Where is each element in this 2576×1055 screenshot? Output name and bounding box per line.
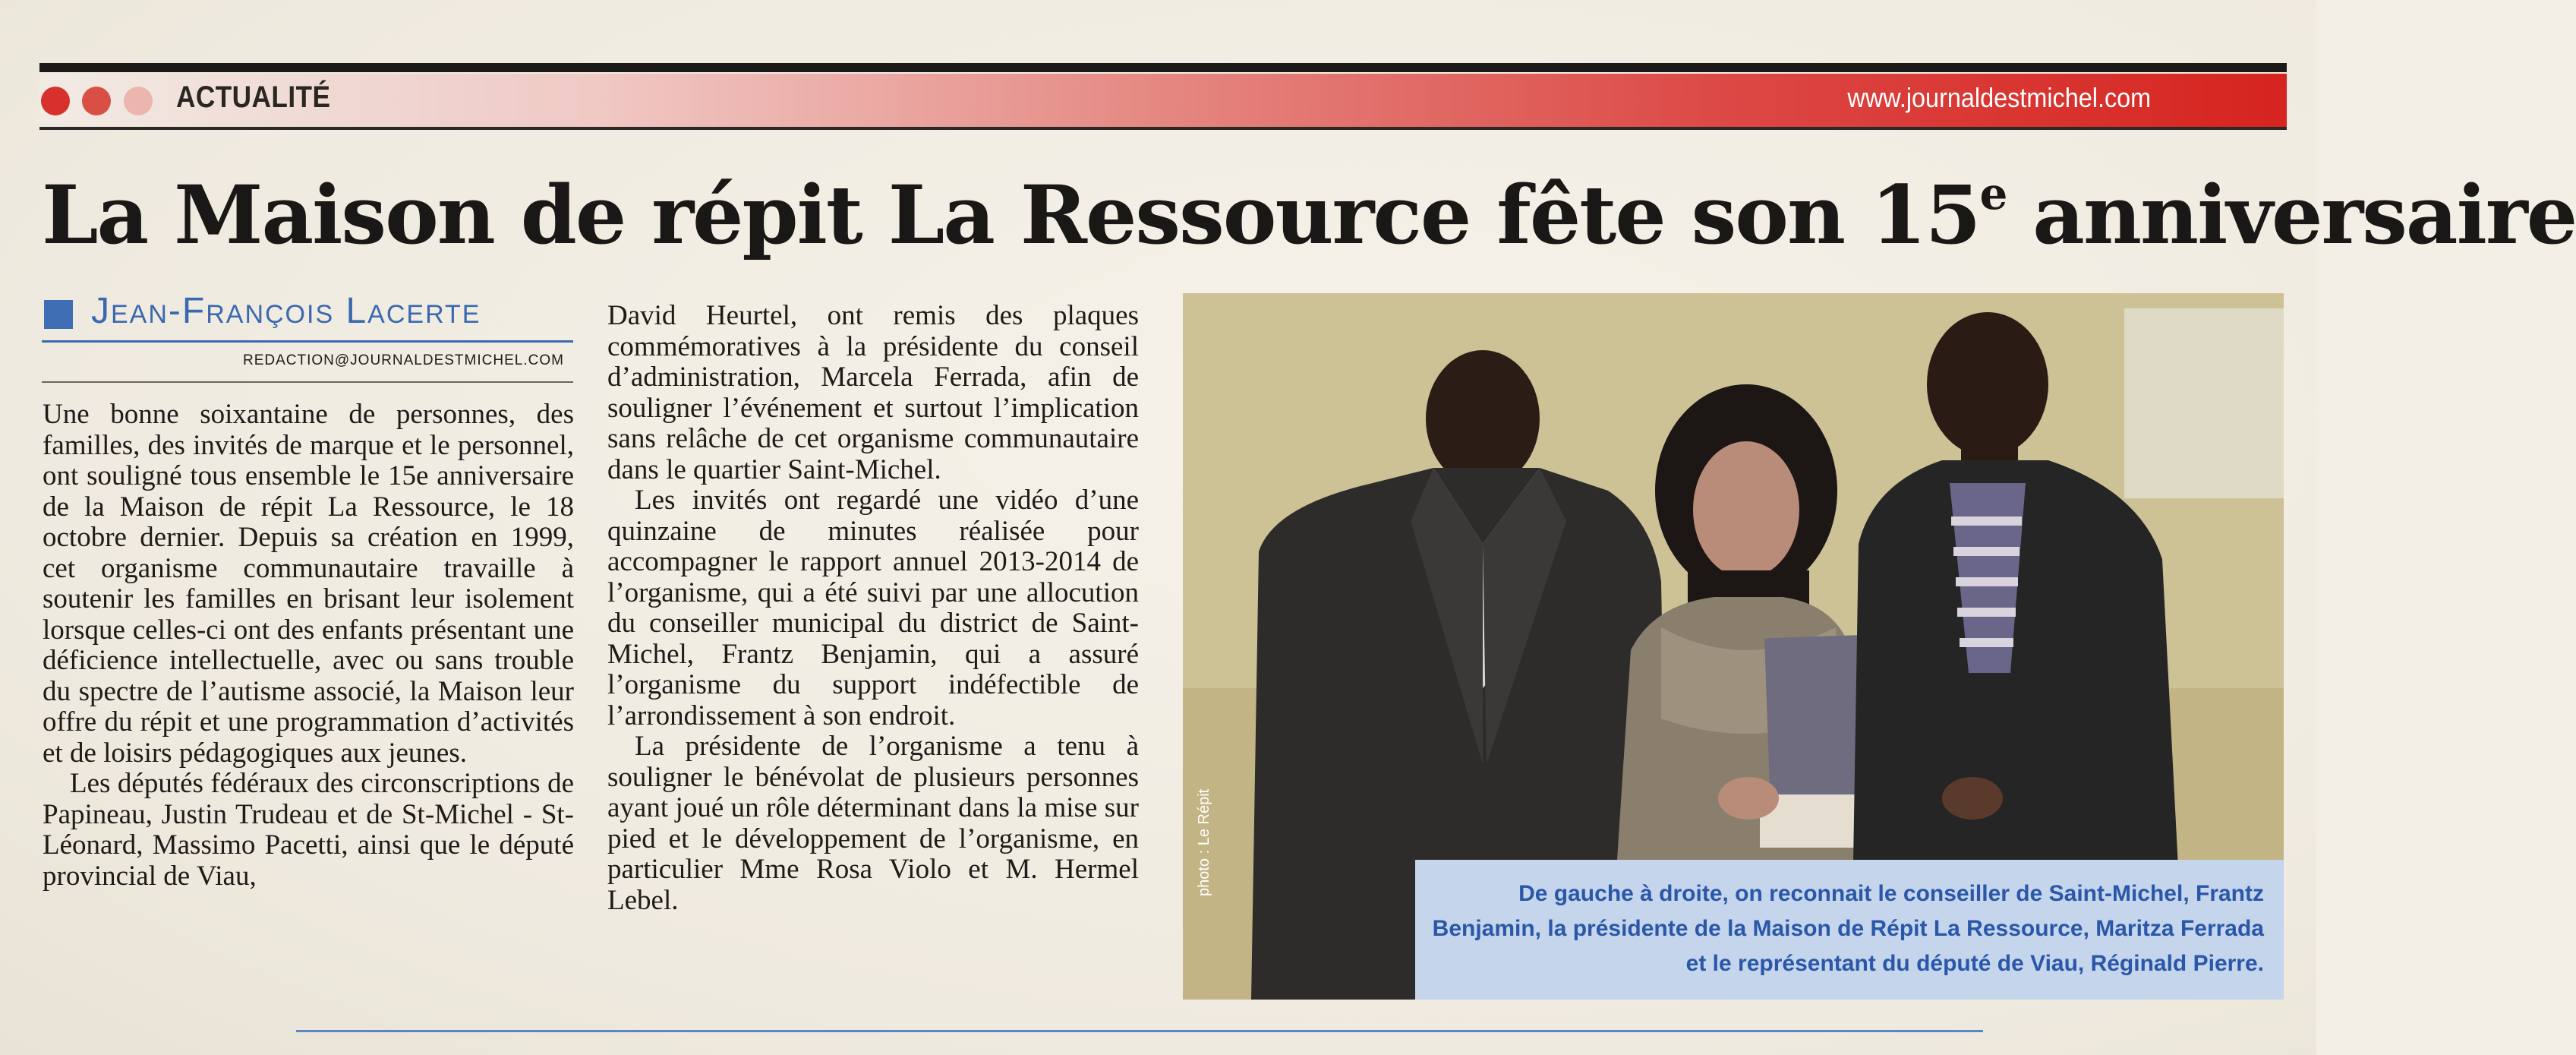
paragraph: David Heurtel, ont remis des plaques commémoratives à la présidente du conseil d’administration, Marcela Ferrada, afin de souligner l’événement et surtout l’implication sans relâche de cet organisme communautaire dans le quartier Saint-Michel. (607, 300, 1139, 485)
photo-caption: De gauche à droite, on reconnait le conseiller de Saint-Michel, Frantz Benjamin, la présidente de la Maison de Répit La Ressource, Maritza Ferrada et le représentant du député de Viau, Réginald Pierre. (1415, 860, 2284, 1000)
paragraph: Les députés fédéraux des circonscriptions de Papineau, Justin Trudeau et de St-Michel - St-Léonard, Massimo Pacetti, ainsi que le député provincial de Viau, (43, 768, 574, 892)
author-email: REDACTION@JOURNALDESTMICHEL.COM (243, 352, 564, 368)
paragraph: Les invités ont regardé une vidéo d’une quinzaine de minutes réalisée pour accompagner le rapport annuel 2013-2014 de l’organisme, qui a été suivi par une allocution du conseiller municipal du district de Saint-Michel, Frantz Benjamin, qui a assuré l’organisme du support indéfectible de l’arrondissement à son endroit. (607, 485, 1139, 731)
byline-rule (42, 340, 573, 343)
header-dot-icon (82, 87, 111, 115)
article-column-2 (607, 301, 1139, 916)
article-headline (42, 158, 2576, 272)
header-dot-icon (41, 87, 70, 115)
photo-credit: photo : Le Répit (1196, 788, 1212, 896)
email-rule (42, 381, 573, 383)
header-bottom-rule (39, 127, 2287, 130)
author-byline: Jean-François Lacerte (91, 291, 481, 331)
page-bottom-rule (296, 1030, 1983, 1032)
headline-text-end: anniversaire (2006, 167, 2576, 262)
header-top-rule (39, 63, 2287, 72)
byline-square-icon (44, 300, 73, 329)
header-dot-icon (124, 87, 153, 115)
article-column-1 (43, 400, 574, 892)
section-label: ACTUALITÉ (176, 81, 331, 114)
paragraph: Une bonne soixantaine de personnes, des familles, des invités de marque et le personnel, ont souligné tous ensemble le 15e anniversaire de la Maison de répit La Ressource, le 18 octobre dernier. Depuis sa création en 1999, cet organisme communautaire travaille à soutenir les familles en brisant leur isolement lorsque celles-ci ont des enfants présentant une déficience intellectuelle, avec ou sans trouble du spectre de l’autisme associé, la Maison leur offre du répit et une programmation d’activités et de loisirs pédagogiques aux jeunes. (43, 399, 574, 769)
paragraph: La présidente de l’organisme a tenu à souligner le bénévolat de plusieurs personnes ayant joué un rôle déterminant dans la mise sur pied et le développement de l’organisme, en particulier Mme Rosa Violo et M. Hermel Lebel. (607, 731, 1139, 916)
site-url: www.journaldestmichel.com (1847, 82, 2151, 113)
headline-text: La Maison de répit La Ressource fête son 15 (42, 167, 1980, 262)
headline-superscript: e (1979, 168, 2007, 220)
